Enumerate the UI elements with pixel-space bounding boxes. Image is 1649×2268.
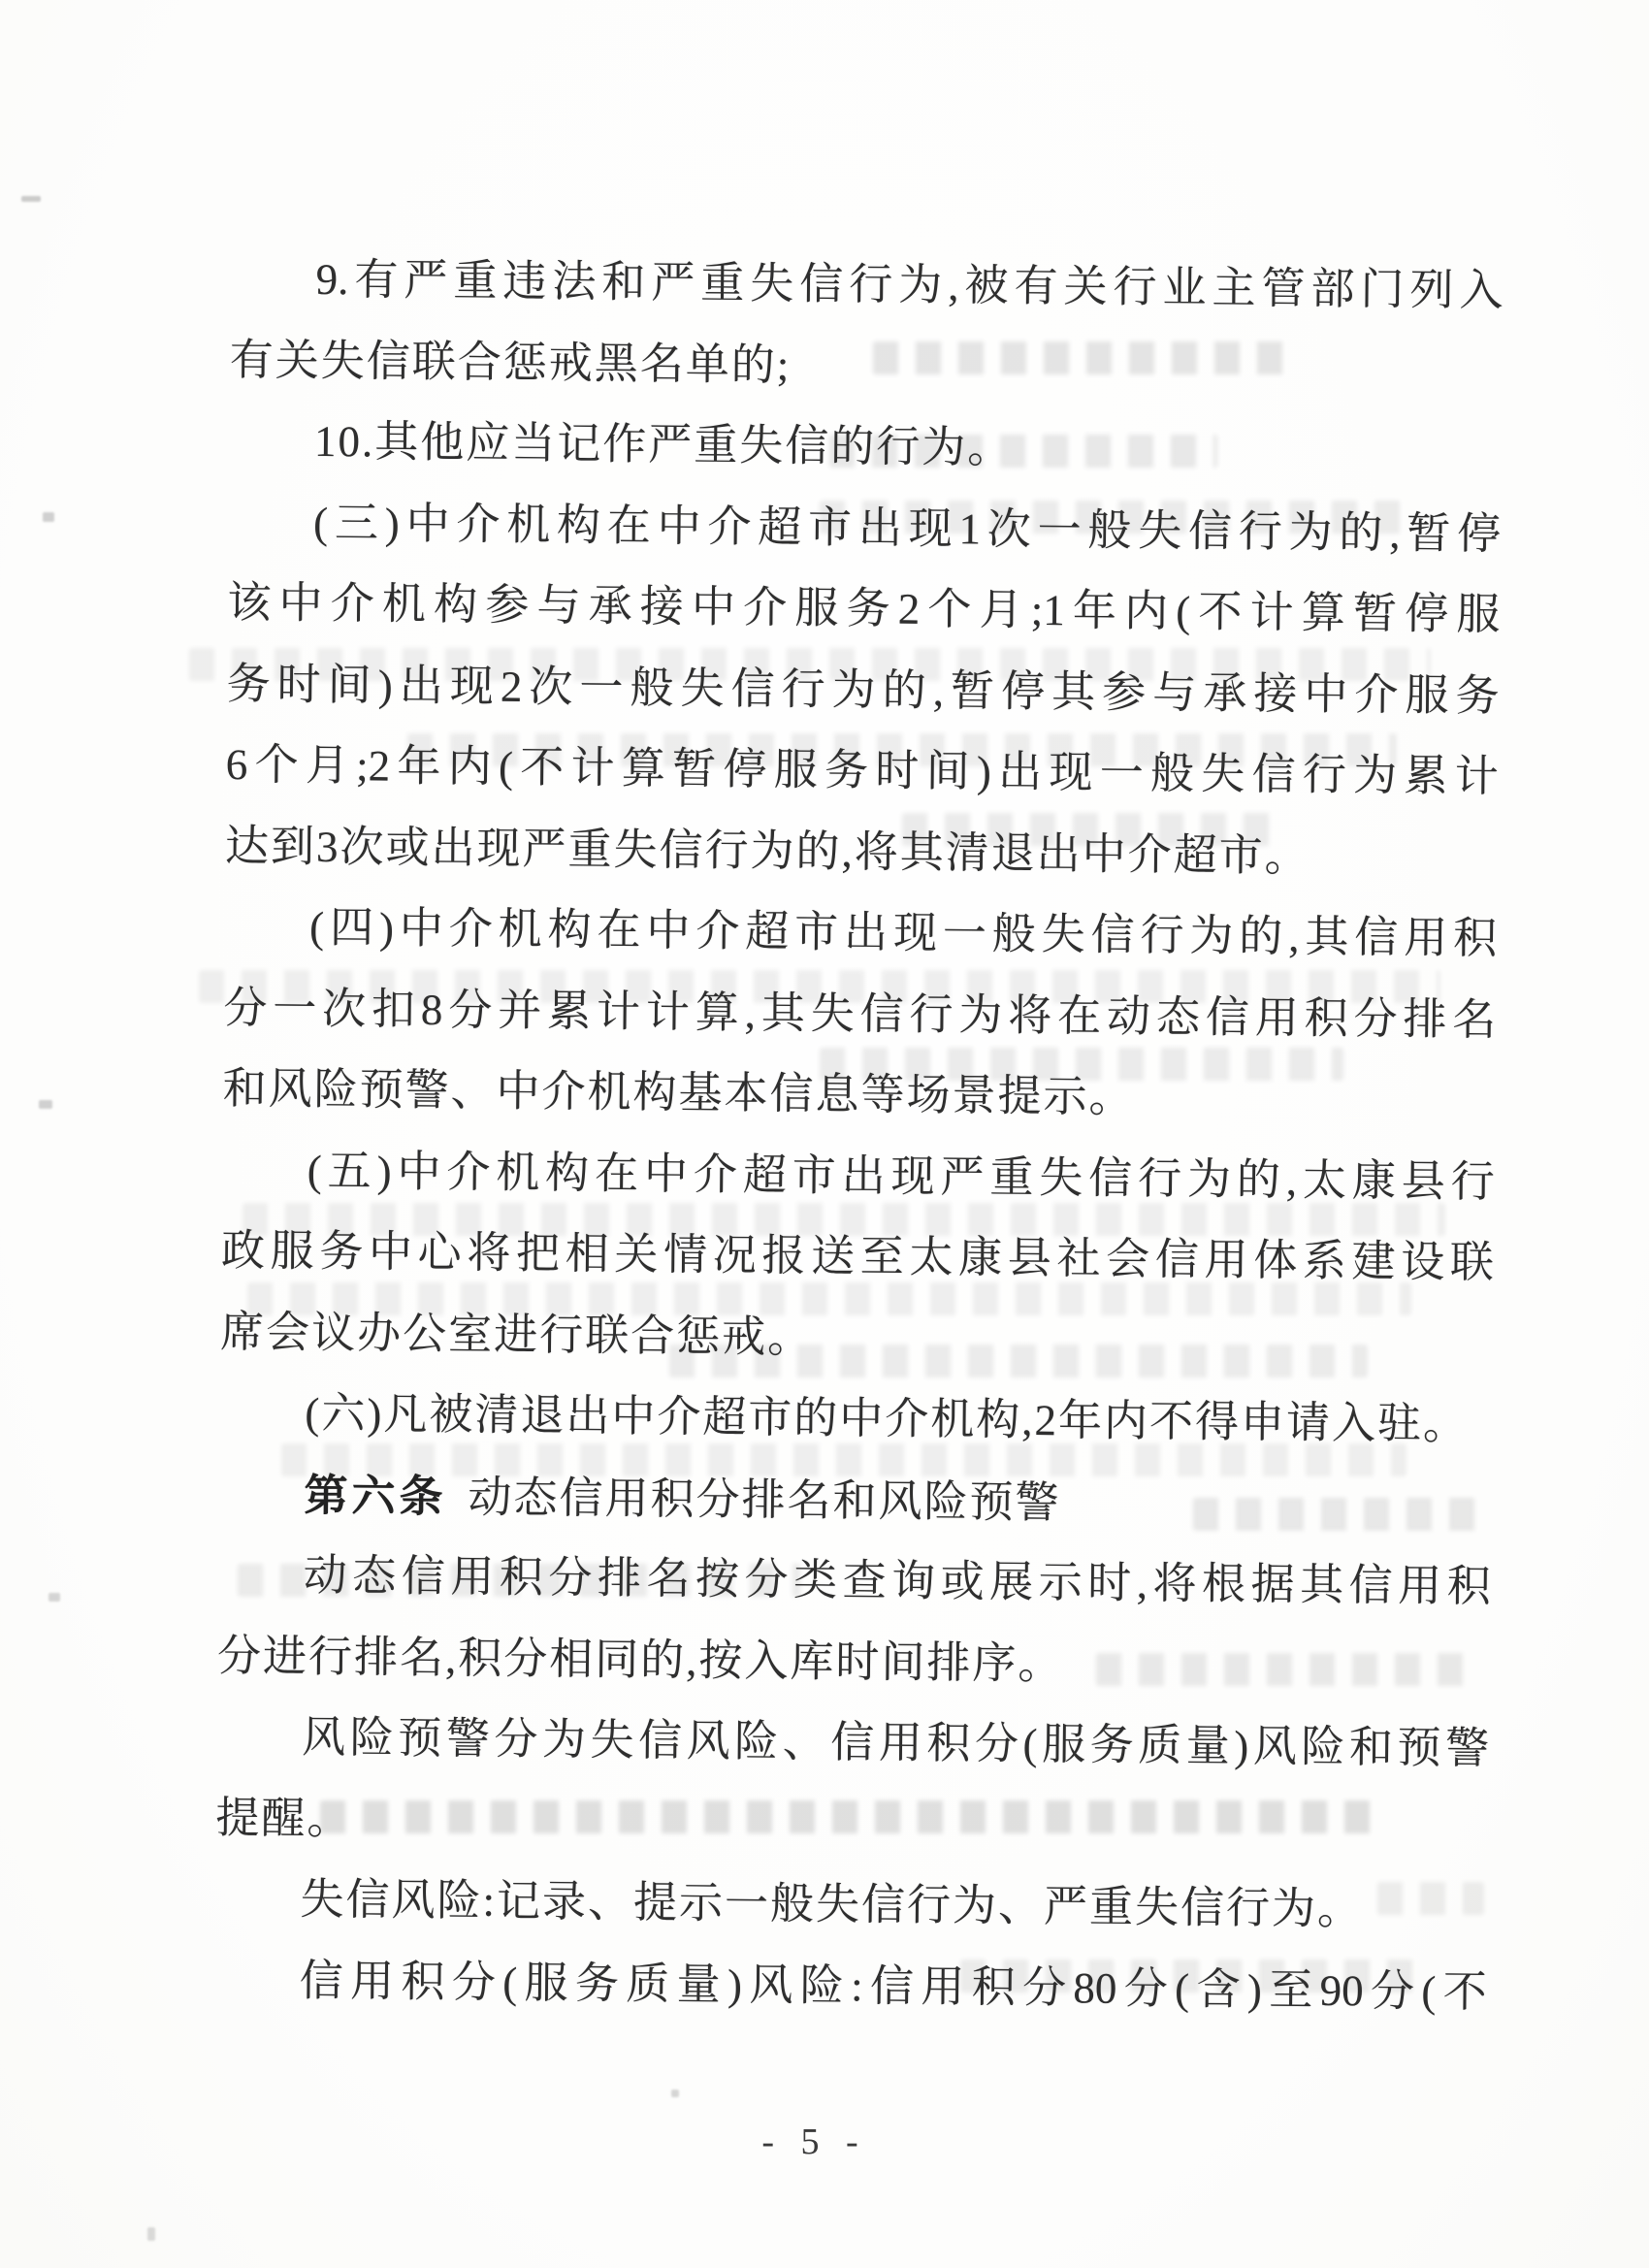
scan-speck — [147, 2227, 155, 2241]
text-line: 务时间)出现2次一般失信行为的,暂停其参与承接中介服务 — [226, 659, 1500, 721]
text-line: 政服务中心将把相关情况报送至太康县社会信用体系建设联 — [220, 1225, 1495, 1287]
article-heading-number: 第六条 — [304, 1470, 447, 1521]
text-line: 席会议办公室进行联合惩戒。 — [219, 1307, 814, 1362]
scan-speck — [671, 2090, 679, 2097]
text-line: 10.其他应当记作严重失信的行为。 — [313, 416, 1014, 472]
text-line: 6个月;2年内(不计算暂停服务时间)出现一般失信行为累计 — [225, 739, 1499, 801]
scan-speck — [39, 1100, 52, 1109]
page-number: - 5 - — [761, 2122, 860, 2162]
text-line: (四)中介机构在中介超市出现一般失信行为的,其信用积 — [308, 902, 1498, 963]
text-line: 提醒。 — [215, 1793, 353, 1843]
text-line: 风险预警分为失信风险、信用积分(服务质量)风险和预警 — [301, 1712, 1490, 1773]
text-line: (六)凡被清退出中介超市的中介机构,2年内不得申请入驻。 — [305, 1388, 1470, 1449]
text-line: 信用积分(服务质量)风险:信用积分80分(含)至90分(不 — [299, 1956, 1487, 2017]
scan-speck — [21, 196, 41, 202]
text-line: 达到3次或出现严重失信行为的,将其清退出中介超市。 — [224, 821, 1310, 881]
scan-speck — [43, 512, 54, 522]
text-line: 有关失信联合惩戒黑名单的; — [229, 335, 792, 390]
text-line: 动态信用积分排名按分类查询或展示时,将根据其信用积 — [303, 1550, 1491, 1611]
text-line: 失信风险:记录、提示一般失信行为、严重失信行为。 — [300, 1874, 1364, 1934]
document-text — [213, 239, 1504, 2033]
text-line: 分一次扣8分并累计计算,其失信行为将在动态信用积分排名 — [223, 983, 1497, 1045]
text-line: 该中介机构参与承接中介服务2个月;1年内(不计算暂停服 — [227, 577, 1501, 639]
text-line: 9.有严重违法和严重失信行为,被有关行业主管部门列入 — [315, 254, 1504, 315]
text-line: (三)中介机构在中介超市出现1次一般失信行为的,暂停 — [312, 498, 1502, 559]
text-line: (五)中介机构在中介超市出现严重失信行为的,太康县行 — [307, 1146, 1495, 1207]
scan-speck — [48, 1593, 60, 1602]
text-line: 和风险预警、中介机构基本信息等场景提示。 — [222, 1063, 1135, 1121]
text-line: 分进行排名,积分相同的,按入库时间排序。 — [216, 1631, 1064, 1688]
article-heading-title: 动态信用积分排名和风险预警 — [468, 1472, 1061, 1527]
text-line — [218, 1453, 1492, 1546]
